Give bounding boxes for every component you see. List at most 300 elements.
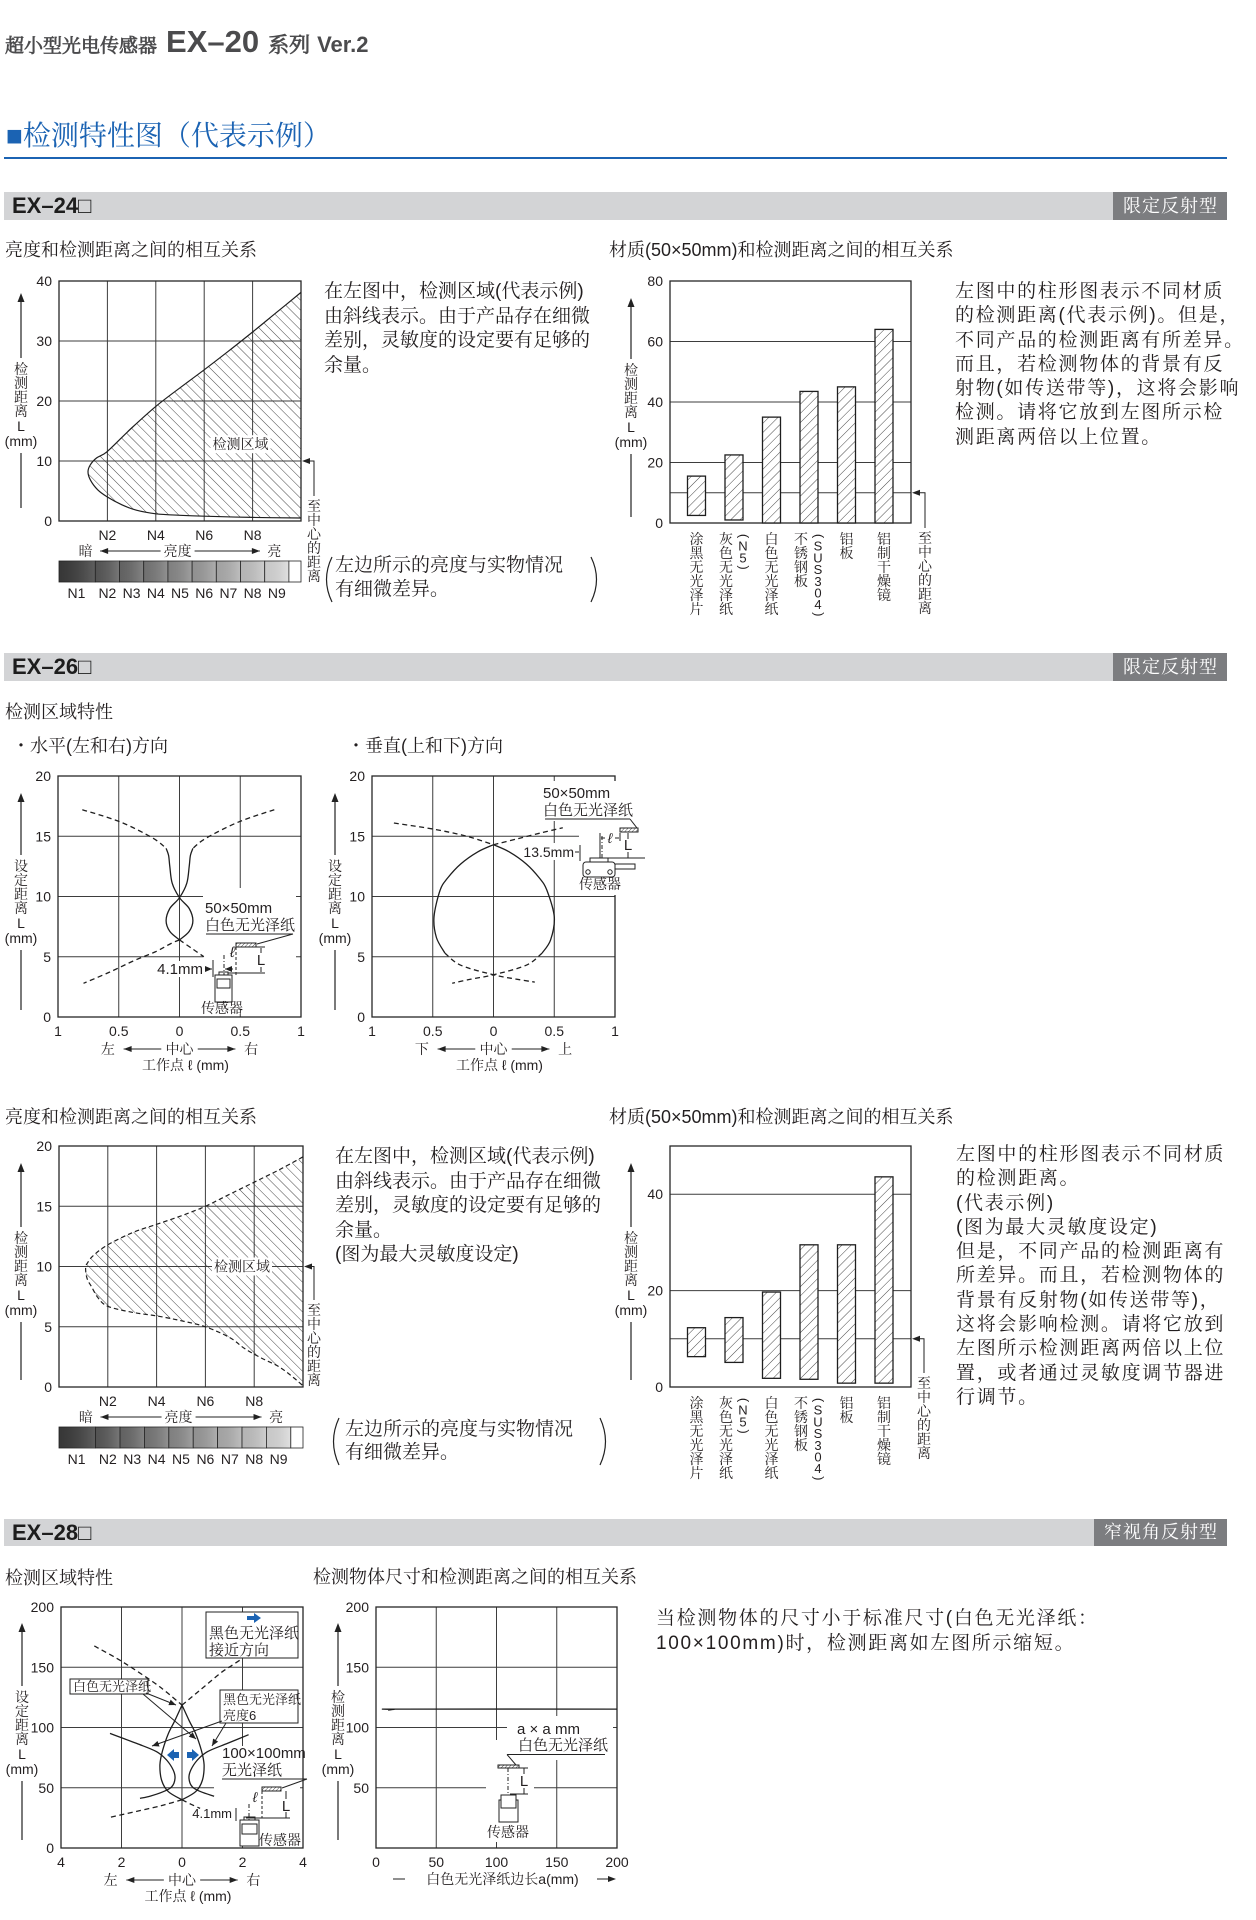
gray-level-label: N7 — [219, 585, 238, 601]
sensor-label: 传感器 — [579, 876, 621, 892]
x-axis-title: 工作点 ℓ (mm) — [142, 1057, 229, 1073]
y-axis-title-text — [14, 858, 28, 916]
vertical-glyph: 不 — [794, 531, 808, 548]
bright-end-label: 亮 — [269, 1409, 284, 1425]
bar — [838, 387, 856, 523]
category-label — [877, 531, 891, 603]
center-distance-marker — [912, 1336, 932, 1461]
target-size-label: 100×100mm — [222, 1745, 306, 1762]
gray-swatch — [289, 561, 301, 582]
text-line: 100×100mm)时，检测距离如左图所示缩短。 — [656, 1633, 1076, 1654]
text-line: 有细微差异。 — [335, 579, 450, 600]
chart-ex24-brightness-vs-distance — [5, 273, 322, 601]
vertical-glyph: 心 — [307, 526, 321, 543]
y-tick-label: 100 — [30, 1719, 54, 1736]
vertical-glyph: 测 — [331, 1703, 345, 1720]
vertical-glyph: 燥 — [877, 573, 891, 590]
gray-level-label: N3 — [122, 585, 141, 601]
arrow-right-icon — [252, 548, 260, 554]
text-line: 但是，不同产品的检测距离有 — [956, 1241, 1226, 1263]
y-tick-label: 0 — [46, 1840, 54, 1856]
vertical-glyph: 涂 — [689, 531, 704, 548]
x-direction-legend — [104, 1872, 261, 1904]
y-tick-label: 20 — [647, 454, 663, 471]
vertical-glyph: 定 — [328, 872, 342, 889]
product-category: 超小型光电传感器 — [5, 36, 158, 57]
y-tick-label: 50 — [38, 1779, 54, 1796]
text-line: 所差异。而且，若检测物体的 — [956, 1265, 1226, 1287]
x-tick-label: 0.5 — [544, 1023, 564, 1039]
vertical-glyph: 心 — [307, 1330, 321, 1347]
y-axis-title-text — [14, 1230, 28, 1288]
arrow-left-icon — [100, 1414, 108, 1420]
vertical-glyph: 离 — [14, 900, 28, 917]
arrow-up-icon — [332, 793, 339, 802]
category-label — [719, 1395, 733, 1481]
y-tick-label: 50 — [353, 1779, 369, 1796]
vertical-glyph: 的 — [307, 540, 321, 557]
category-label — [877, 1395, 891, 1467]
vertical-glyph: 离 — [917, 1445, 931, 1462]
ex28-size-title: 检测物体尺寸和检测距离之间的相互关系 — [313, 1567, 637, 1587]
target-material-label: 白色无光泽纸 — [518, 1737, 609, 1754]
arrow-up-icon — [18, 1163, 25, 1172]
arrow-left-icon — [302, 458, 310, 464]
gray-level-label: N9 — [269, 1451, 288, 1467]
center-distance-marker — [304, 1264, 322, 1389]
center-distance-marker — [302, 458, 322, 584]
vertical-glyph: 纸 — [719, 1465, 733, 1482]
text-line: 而且，若检测物体的背景有反 — [955, 353, 1225, 375]
target-size-label: a × a mm — [517, 1721, 580, 1738]
vertical-glyph: 离 — [624, 404, 638, 421]
bar — [763, 417, 781, 523]
y-tick-label: 0 — [43, 1009, 51, 1025]
gray-level-label: N5 — [172, 1451, 190, 1467]
vertical-glyph: 干 — [877, 1423, 891, 1440]
text-line: 左图中的柱形图表示不同材质 — [955, 281, 1225, 302]
category-label — [690, 1395, 705, 1481]
vertical-glyph: 设 — [328, 858, 342, 875]
bracket-right-ex24 — [591, 557, 597, 602]
curve-white-paper-lower-left-extension — [110, 1800, 182, 1818]
bar — [725, 455, 743, 520]
sensor-lens-icon — [501, 1795, 516, 1808]
curve-upper-left-extension — [82, 810, 166, 849]
category-label — [794, 1395, 808, 1453]
y-axis-unit: (mm) — [4, 1302, 38, 1318]
vertical-glyph: 光 — [719, 573, 733, 590]
y-axis-symbol: L — [17, 418, 25, 434]
y-axis-title-text — [328, 858, 342, 916]
vertical-glyph: 不 — [794, 1395, 808, 1412]
category-label — [840, 531, 854, 561]
target-material-label: 白色无光泽纸 — [543, 802, 634, 819]
gray-level-label: N3 — [123, 1451, 142, 1467]
model-name: EX–24□ — [12, 193, 92, 218]
text-line: 检测。请将它放到左图所示检 — [955, 402, 1225, 424]
text-line: 余量。 — [335, 1219, 393, 1241]
center-label: 中心 — [165, 1041, 194, 1057]
sensor-label: 传感器 — [487, 1824, 529, 1840]
vertical-glyph: 色 — [764, 1409, 779, 1426]
bar-body — [838, 387, 856, 523]
curve-lower-extension-b — [452, 953, 542, 983]
page-header — [5, 24, 368, 60]
vertical-glyph: 测 — [14, 375, 28, 392]
type-badge: 窄视角反射型 — [1094, 1519, 1227, 1546]
ex26-brightness-title: 亮度和检测距离之间的相互关系 — [5, 1107, 257, 1127]
ex26-area-title: 检测区域特性 — [5, 702, 113, 722]
brightness-axis-label: 亮度 — [164, 1409, 193, 1425]
y-axis-unit: (mm) — [321, 1761, 355, 1777]
text-line: 左边所示的亮度与实物情况 — [335, 555, 564, 576]
vertical-glyph: 距 — [14, 389, 28, 406]
vertical-glyph: 板 — [794, 1437, 808, 1454]
vertical-glyph: 定 — [15, 1703, 29, 1720]
version-label: Ver.2 — [317, 32, 369, 57]
vertical-glyph: 中 — [917, 1389, 931, 1406]
vertical-glyph: 检 — [624, 362, 638, 379]
gray-swatch-sheen — [266, 1427, 290, 1448]
region-label: 检测区域 — [212, 436, 269, 453]
vertical-glyph: 灰 — [719, 1395, 733, 1412]
vertical-glyph: 白 — [764, 1395, 779, 1412]
black-paper-line-2: 亮度6 — [223, 1708, 257, 1723]
x-direction-legend — [101, 1041, 258, 1073]
pointer-line — [152, 1721, 222, 1746]
center-distance-label — [307, 498, 322, 584]
y-axis-symbol: L — [334, 1746, 342, 1762]
vertical-glyph: 设 — [14, 858, 28, 875]
bar — [800, 391, 818, 523]
vertical-glyph: 距 — [14, 1258, 28, 1275]
gray-level-label: N8 — [243, 585, 262, 601]
vertical-glyph: 离 — [307, 568, 321, 585]
y-tick-label: 5 — [357, 948, 365, 965]
y-tick-label: 150 — [345, 1659, 369, 1676]
vertical-glyph: 0 — [814, 585, 822, 601]
vertical-glyph: 板 — [839, 1409, 854, 1426]
vertical-glyph: 无 — [764, 559, 779, 576]
y-axis-title-text — [14, 361, 28, 419]
ex24-material-description — [955, 280, 1245, 450]
negative-direction-label: 左 — [100, 1041, 115, 1057]
arrow-up-icon — [628, 1163, 635, 1172]
vertical-glyph: 离 — [15, 1731, 29, 1748]
x-tick-label: 0.5 — [109, 1023, 129, 1039]
vertical-glyph: S — [813, 1426, 823, 1442]
text-line: 在左图中，检测区域(代表示例) — [335, 1146, 595, 1167]
bar-body — [725, 455, 743, 520]
ex26-material-description — [956, 1143, 1225, 1410]
vertical-glyph: 距 — [15, 1717, 29, 1734]
bar-body — [763, 417, 781, 523]
arrow-left-icon — [126, 1877, 134, 1883]
vertical-glyph: 光 — [689, 1437, 704, 1454]
vertical-glyph: 燥 — [877, 1437, 891, 1454]
vertical-glyph: 离 — [624, 1272, 638, 1289]
category-sublabel — [736, 534, 751, 570]
section-divider — [4, 157, 1227, 159]
bracket-left-ex24 — [327, 557, 333, 602]
negative-direction-label: 左 — [103, 1872, 118, 1888]
y-axis-symbol: L — [627, 1287, 635, 1303]
x-tick-label: 0.5 — [230, 1023, 250, 1039]
category-label — [719, 531, 733, 617]
vertical-glyph: 纸 — [719, 601, 733, 618]
target-size-label: 50×50mm — [205, 900, 273, 917]
x-tick-label: 0 — [175, 1023, 184, 1039]
ex28-area-title: 检测区域特性 — [5, 1568, 113, 1588]
y-tick-label: 100 — [345, 1719, 369, 1736]
offset-symbol: ℓ — [252, 1789, 258, 1805]
gray-level-label: N2 — [98, 585, 117, 601]
y-axis-title-text — [15, 1689, 29, 1747]
gray-level-label: N4 — [147, 1451, 166, 1467]
vertical-glyph: 距 — [307, 1358, 321, 1375]
category-sublabel — [811, 1398, 826, 1481]
y-axis-unit: (mm) — [318, 930, 352, 946]
ex24-brightness-note — [335, 554, 563, 602]
arrow-left-icon — [167, 1749, 179, 1761]
x-tick-label: 1 — [54, 1023, 62, 1039]
y-tick-label: 0 — [44, 513, 52, 529]
bar-body — [763, 1292, 781, 1378]
vertical-glyph: ) — [811, 1476, 827, 1481]
marker-line — [309, 461, 314, 496]
vertical-glyph: 3 — [814, 573, 822, 589]
x-tick-label: 1 — [297, 1023, 305, 1039]
brightness-scale — [59, 543, 301, 601]
text-line: 左边所示的亮度与实物情况 — [345, 1419, 574, 1440]
center-distance-marker — [912, 490, 933, 616]
gray-swatch-sheen — [120, 1427, 144, 1448]
vertical-glyph: 镜 — [877, 587, 891, 604]
vertical-glyph: 距 — [328, 886, 342, 903]
vertical-glyph: 至 — [917, 1375, 931, 1392]
sensor-label: 传感器 — [259, 1832, 301, 1848]
marker-line — [311, 1267, 314, 1301]
vertical-glyph: U — [813, 550, 823, 566]
arrow-up-icon — [18, 293, 25, 302]
y-axis-unit: (mm) — [4, 433, 38, 449]
vertical-glyph: ) — [736, 565, 752, 570]
y-axis-symbol: L — [17, 1287, 25, 1303]
target-object — [262, 1787, 281, 1791]
arrow-right-icon — [230, 1877, 238, 1883]
bar-body — [800, 1245, 818, 1379]
curve-white-paper-upper-left-extension — [94, 1646, 182, 1705]
target-object — [620, 828, 638, 832]
bar — [688, 1328, 706, 1357]
ex24-brightness-description — [324, 280, 590, 378]
vertical-glyph: 离 — [331, 1731, 345, 1748]
positive-direction-label: 右 — [244, 1041, 259, 1057]
x-tick-label: N6 — [195, 527, 214, 543]
text-line: 当检测物体的尺寸小于标准尺寸(白色无光泽纸： — [656, 1608, 1099, 1629]
curve-detection-distance — [382, 1709, 617, 1710]
ex28-size-description — [656, 1606, 1099, 1656]
vertical-glyph: 光 — [719, 1437, 733, 1454]
model-name: EX–26□ — [12, 654, 92, 679]
x-tick-label: N4 — [147, 1393, 166, 1409]
vertical-glyph: 5 — [739, 550, 747, 566]
vertical-glyph: 离 — [328, 900, 342, 917]
vertical-glyph: 中 — [307, 512, 321, 529]
vertical-glyph: 心 — [917, 1403, 931, 1420]
arrow-left-icon — [912, 1336, 920, 1342]
vertical-glyph: 铝 — [839, 531, 854, 548]
vertical-glyph: 检 — [331, 1689, 345, 1706]
text-line: (图为最大灵敏度设定) — [956, 1216, 1159, 1238]
center-distance-label — [918, 530, 933, 616]
vertical-glyph: 距 — [331, 1717, 345, 1734]
vertical-glyph: 至 — [918, 530, 932, 547]
model-name: EX–28□ — [12, 1520, 92, 1545]
vertical-glyph: 离 — [918, 600, 932, 617]
bracket-right-ex26 — [600, 1418, 606, 1465]
gray-level-label: N1 — [67, 1451, 86, 1467]
x-tick-label: N4 — [146, 527, 165, 543]
y-tick-label: 0 — [44, 1379, 52, 1395]
chart-ex24-material-vs-distance — [615, 273, 933, 617]
negative-direction-label: 下 — [414, 1041, 429, 1057]
model-header-ex28 — [4, 1519, 1227, 1546]
vertical-glyph: S — [813, 562, 823, 578]
distance-symbol: L — [281, 1798, 291, 1815]
vertical-glyph: 灰 — [719, 531, 733, 548]
gray-level-label: N2 — [98, 1451, 117, 1467]
arrow-up-icon — [19, 1623, 26, 1632]
bar — [763, 1292, 781, 1378]
y-axis-symbol: L — [627, 419, 635, 435]
vertical-glyph: 心 — [918, 558, 932, 575]
vertical-glyph: 泽 — [689, 587, 704, 604]
vertical-glyph: 光 — [764, 1437, 779, 1454]
type-badge: 限定反射型 — [1113, 653, 1227, 681]
vertical-glyph: 3 — [814, 1437, 822, 1453]
y-tick-label: 15 — [349, 828, 365, 845]
vertical-glyph: 铝 — [877, 1395, 891, 1412]
detection-region — [88, 292, 301, 518]
y-tick-label: 20 — [349, 768, 365, 784]
chart-ex26-material-vs-distance — [615, 1146, 932, 1481]
y-tick-label: 200 — [345, 1599, 369, 1615]
x-axis-title: 工作点 ℓ (mm) — [144, 1888, 232, 1904]
vertical-glyph: 片 — [689, 1465, 704, 1482]
vertical-glyph: 无 — [689, 1423, 704, 1440]
y-tick-label: 20 — [36, 393, 52, 409]
y-axis-symbol: L — [17, 915, 25, 931]
vertical-glyph: 白 — [764, 531, 779, 548]
distance-symbol: L — [519, 1773, 529, 1790]
y-tick-label: 10 — [349, 888, 365, 905]
vertical-glyph: 距 — [624, 1258, 638, 1275]
curve-boundary-left — [434, 845, 494, 953]
dark-end-label: 暗 — [78, 543, 93, 559]
vertical-glyph: 4 — [814, 597, 822, 613]
bar — [688, 476, 706, 515]
vertical-glyph: 0 — [814, 1449, 822, 1465]
vertical-glyph: 中 — [918, 544, 932, 561]
category-label — [765, 1395, 779, 1481]
y-axis-unit: (mm) — [614, 434, 648, 450]
note-brackets — [327, 557, 606, 1465]
vertical-glyph: 钢 — [794, 1423, 808, 1440]
bright-end-label: 亮 — [267, 543, 282, 559]
category-label — [840, 1395, 854, 1425]
vertical-glyph: 无 — [719, 559, 733, 576]
vertical-glyph: 检 — [14, 1230, 28, 1247]
vertical-glyph: 泽 — [764, 587, 779, 604]
gray-swatch — [291, 1427, 303, 1448]
y-tick-label: 0 — [655, 515, 663, 531]
vertical-glyph: ( — [811, 533, 827, 539]
gray-swatch-sheen — [96, 1427, 120, 1448]
bar — [725, 1318, 743, 1363]
x-tick-label: 2 — [238, 1854, 247, 1870]
approach-box-line-2: 接近方向 — [209, 1642, 270, 1659]
vertical-glyph: ) — [811, 612, 827, 617]
vertical-glyph: 板 — [794, 573, 808, 590]
model-header-ex24 — [4, 192, 1227, 220]
bar-body — [688, 476, 706, 515]
vertical-glyph: N — [738, 538, 748, 554]
text-line: 余量。 — [324, 354, 382, 376]
arrow-right-icon — [227, 1046, 235, 1052]
target-material-label: 白色无光泽纸 — [205, 917, 296, 934]
vertical-glyph: U — [813, 1414, 823, 1430]
section-title: ■检测特性图（代表示例） — [6, 120, 331, 151]
text-line: 测距离两倍以上位置。 — [955, 426, 1163, 448]
y-axis-title-text — [331, 1689, 345, 1747]
y-tick-label: 40 — [36, 273, 52, 289]
y-tick-label: 0 — [655, 1379, 663, 1395]
vertical-glyph: 光 — [764, 573, 779, 590]
vertical-glyph: 的 — [917, 1417, 931, 1434]
text-line: 差别，灵敏度的设定要有足够的 — [335, 1195, 602, 1216]
vertical-glyph: 制 — [877, 1409, 891, 1426]
arrow-up-icon — [335, 1623, 342, 1632]
vertical-glyph: 锈 — [794, 545, 808, 562]
vertical-glyph: 无 — [764, 1423, 779, 1440]
distance-symbol: L — [623, 837, 633, 854]
x-tick-label: 0 — [489, 1023, 498, 1039]
x-tick-label: 0 — [372, 1854, 380, 1870]
y-axis-unit: (mm) — [5, 1761, 39, 1777]
y-axis-title — [615, 1163, 648, 1380]
vertical-glyph: ( — [811, 1397, 827, 1403]
x-axis-title: 工作点 ℓ (mm) — [456, 1057, 543, 1073]
y-tick-label: 200 — [30, 1599, 54, 1615]
vertical-glyph: ( — [736, 1397, 752, 1403]
vertical-glyph: 距 — [624, 390, 638, 407]
vertical-glyph: 5 — [739, 1414, 747, 1430]
text-line: 由斜线表示。由于产品存在细微 — [335, 1170, 602, 1192]
x-tick-label: N8 — [245, 1393, 264, 1409]
category-sublabel — [811, 534, 826, 617]
vertical-glyph: 黑 — [689, 545, 704, 562]
vertical-glyph: 纸 — [764, 601, 779, 618]
y-tick-label: 20 — [36, 1138, 52, 1154]
arrow-left-icon — [912, 490, 920, 496]
vertical-glyph: 离 — [14, 1272, 28, 1289]
curve-upper-right-extension — [193, 810, 274, 849]
vertical-glyph: 色 — [719, 545, 733, 562]
bar-body — [688, 1328, 706, 1357]
vertical-glyph: S — [813, 1402, 823, 1418]
